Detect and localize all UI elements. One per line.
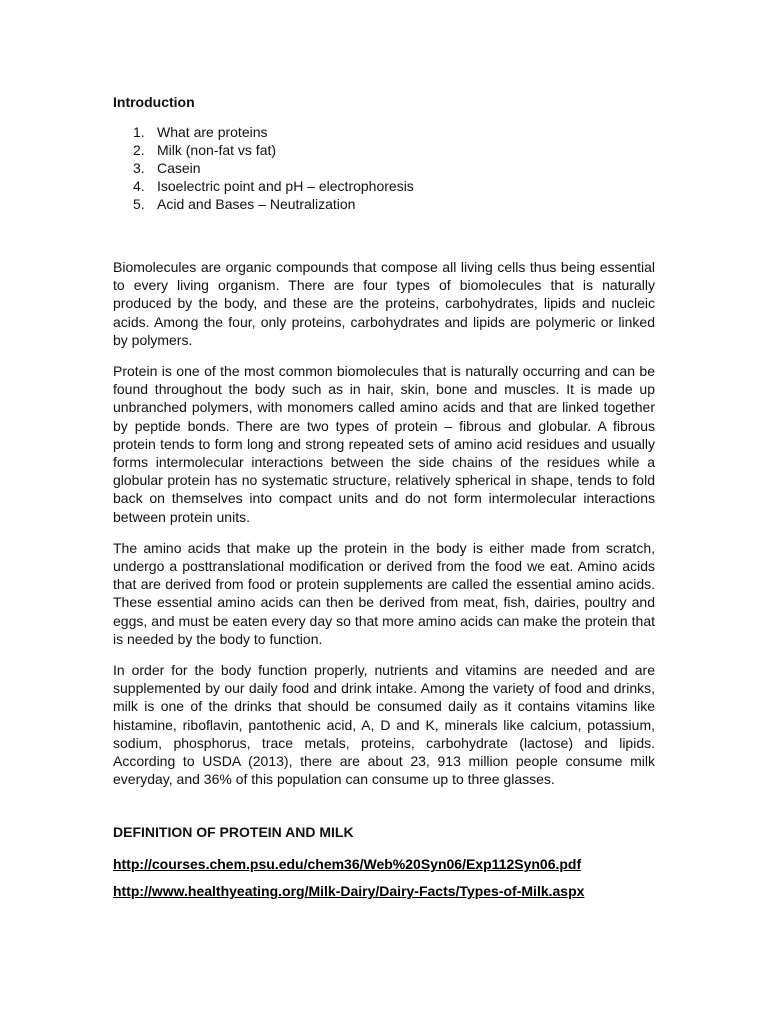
list-number: 1.	[133, 124, 145, 140]
list-number: 5.	[133, 196, 145, 212]
list-text: Acid and Bases – Neutralization	[157, 196, 356, 212]
list-item	[113, 195, 655, 213]
introduction-heading: Introduction	[113, 94, 195, 110]
link-healthyeating-milk[interactable]: http://www.healthyeating.org/Milk-Dairy/Dairy-Facts/Types-of-Milk.aspx	[113, 883, 585, 900]
list-text: Isoelectric point and pH – electrophoresis	[157, 178, 414, 194]
list-item	[113, 177, 655, 195]
list-text: Milk (non-fat vs fat)	[157, 142, 277, 158]
paragraph-protein: Protein is one of the most common biomolecules that is naturally occurring and can be found throughout the body such as in hair, skin, bone and muscles. It is made up unbranched polymers, with monomers called amino acids and that are linked together by peptide bonds. There are two types of protein – fibrous and globular. A fibrous protein tends to form long and strong repeated sets of amino acid residues and usually forms intermolecular interactions between the side chains of the residues while a globular protein has no systematic structure, relatively spherical in shape, tends to fold back on themselves into compact units and do not form intermolecular interactions between protein units.	[113, 363, 655, 525]
list-item	[113, 123, 655, 141]
list-text: What are proteins	[157, 124, 268, 140]
list-number: 4.	[133, 178, 145, 194]
topic-list	[113, 123, 655, 213]
list-text: Casein	[157, 160, 201, 176]
paragraph-amino-acids: The amino acids that make up the protein in the body is either made from scratch, undergo a posttranslational modification or derived from the food we eat. Amino acids that are derived from food or protein supplements are called the essential amino acids. These essential amino acids can then be derived from meat, fish, dairies, poultry and eggs, and must be eaten every day so that more amino acids can make the protein that is needed by the body to function.	[113, 539, 655, 647]
definition-heading: DEFINITION OF PROTEIN AND MILK	[113, 824, 354, 841]
link-psu-protein[interactable]: http://courses.chem.psu.edu/chem36/Web%20Syn06/Exp112Syn06.pdf	[113, 856, 582, 873]
document-page	[113, 93, 655, 900]
list-number: 3.	[133, 160, 145, 176]
list-number: 2.	[133, 142, 145, 158]
list-item	[113, 141, 655, 159]
paragraph-biomolecules: Biomolecules are organic compounds that compose all living cells thus being essential to every living organism. There are four types of biomolecules that is naturally produced by the body, and these are the proteins, carbohydrates, lipids and nucleic acids. Among the four, only proteins, carbohydrates and lipids are polymeric or linked by polymers.	[113, 259, 655, 348]
paragraph-milk: In order for the body function properly, nutrients and vitamins are needed and are supplemented by our daily food and drink intake. Among the variety of food and drinks, milk is one of the drinks that should be consumed daily as it contains vitamins like histamine, riboflavin, pantothenic acid, A, D and K, minerals like calcium, potassium, sodium, phosphorus, trace metals, proteins, carbohydrate (lactose) and lipids. According to USDA (2013), there are about 23, 913 million people consume milk everyday, and 36% of this population can consume up to three glasses.	[113, 662, 655, 788]
list-item	[113, 159, 655, 177]
